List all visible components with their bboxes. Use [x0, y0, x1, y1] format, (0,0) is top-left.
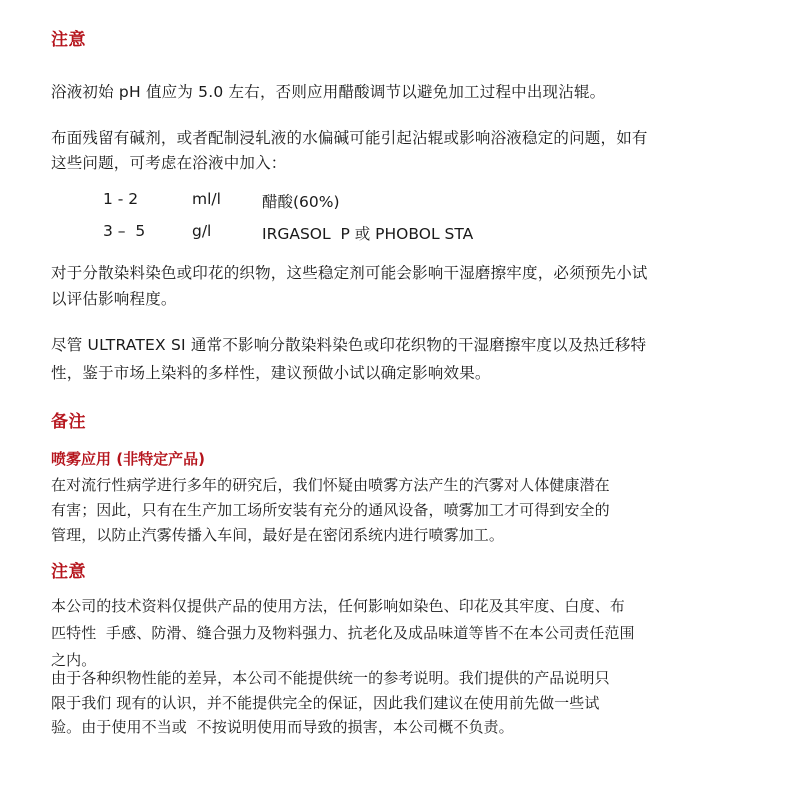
paragraph-ultratex-line2: 性，鉴于市场上染料的多样性，建议预做小试以确定影响效果。: [51, 364, 491, 382]
disclaimer-text-line: 匹特性 手感、防滑、缝合强力及物料强力、抗老化及成品味道等皆不在本公司责任范围: [51, 624, 635, 642]
subheading-spray-application: 喷雾应用 (非特定产品): [51, 450, 205, 468]
spray-text-line: 在对流行性病学进行多年的研究后，我们怀疑由喷雾方法产生的汽雾对人体健康潜在: [51, 476, 610, 494]
section-heading-disclaimer: 注意: [51, 562, 86, 582]
disclaimer-text-line: 之内。: [51, 651, 97, 669]
paragraph-alkali-line1: 布面残留有碱剂，或者配制浸轧液的水偏碱可能引起沾辊或影响浴液稳定的问题，如有: [51, 129, 648, 147]
paragraph-stabilizer-line1: 对于分散染料染色或印花的织物，这些稳定剂可能会影响干湿磨擦牢度，必须预先小试: [51, 264, 648, 282]
table-qty: 1 - 2: [103, 190, 139, 208]
disclaimer-text-line: 由于各种织物性能的差异，本公司不能提供统一的参考说明。我们提供的产品说明只: [51, 669, 610, 687]
disclaimer-text-line: 本公司的技术资料仅提供产品的使用方法，任何影响如染色、印花及其牢度、白度、布: [51, 597, 625, 615]
paragraph-stabilizer-line2: 以评估影响程度。: [51, 290, 177, 308]
spray-text-line: 有害；因此，只有在生产加工场所安装有充分的通风设备，喷雾加工才可得到安全的: [51, 501, 610, 519]
section-heading-remarks: 备注: [51, 412, 86, 432]
table-item: 醋酸(60%): [262, 193, 340, 211]
section-heading-notice: 注意: [51, 30, 86, 50]
spray-text-line: 管理，以防止汽雾传播入车间，最好是在密闭系统内进行喷雾加工。: [51, 526, 505, 544]
disclaimer-text-line: 验。由于使用不当或 不按说明使用而导致的损害，本公司概不负责。: [51, 718, 514, 736]
paragraph-alkali-line2: 这些问题，可考虑在浴液中加入：: [51, 154, 287, 172]
table-item: IRGASOL P 或 PHOBOL STA: [262, 225, 474, 243]
table-unit: ml/l: [192, 190, 221, 208]
table-qty: 3 – 5: [103, 222, 146, 240]
paragraph-ultratex-line1: 尽管 ULTRATEX SI 通常不影响分散染料染色或印花织物的干湿磨擦牢度以及热迁移特: [51, 336, 647, 354]
table-unit: g/l: [192, 222, 212, 240]
disclaimer-text-line: 限于我们 现有的认识，并不能提供完全的保证，因此我们建议在使用前先做一些试: [51, 694, 600, 712]
paragraph-ph-adjust: 浴液初始 pH 值应为 5.0 左右，否则应用醋酸调节以避免加工过程中出现沾辊。: [51, 83, 606, 101]
